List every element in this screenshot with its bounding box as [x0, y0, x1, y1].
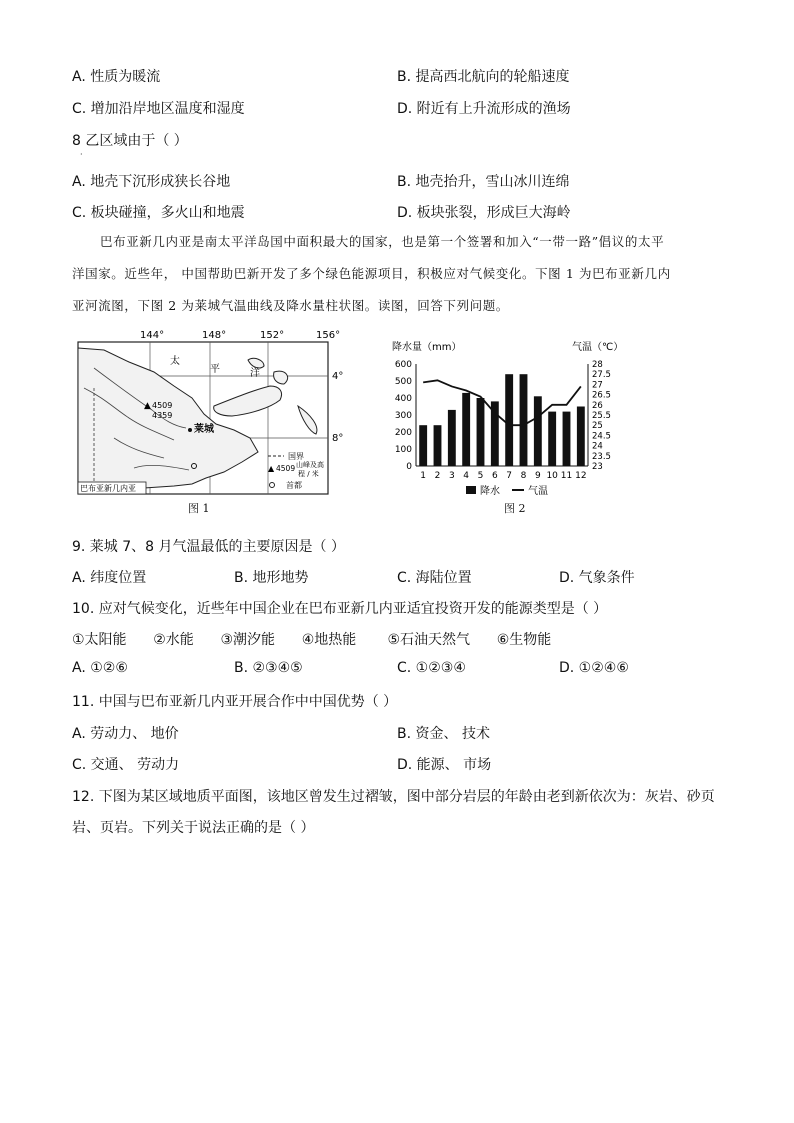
city-label: 莱城	[194, 424, 214, 435]
precip-bar	[434, 425, 442, 466]
y2-tick-label: 25	[592, 421, 603, 432]
peak-label: 4509	[152, 401, 173, 410]
q8-option-a: A. 地壳下沉形成狭长谷地	[72, 174, 231, 190]
sea-label: 洋	[250, 368, 260, 379]
passage-line-3: 亚河流图，下图 2 为莱城气温曲线及降水量柱状图。读图，回答下列问题。	[72, 298, 509, 313]
y-tick-label: 100	[394, 445, 412, 455]
y2-tick-label: 26.5	[592, 390, 611, 401]
left-axis-label: 降水量（mm）	[392, 342, 462, 353]
y2-tick-label: 26	[592, 400, 603, 411]
legend-capital-label: 首都	[286, 481, 302, 490]
x-tick-label: 7	[506, 471, 513, 481]
legend-capital-icon	[270, 483, 275, 488]
x-tick-label: 4	[463, 471, 470, 481]
precip-bar	[448, 410, 456, 466]
q9-option-d: D. 气象条件	[559, 570, 635, 586]
lon-label: 144°	[140, 330, 165, 341]
y2-tick-label: 25.5	[592, 411, 611, 421]
q10-option-a: A. ①②⑥	[72, 660, 128, 676]
precip-bar	[577, 407, 585, 467]
q11-option-c: C. 交通、 劳动力	[72, 757, 180, 773]
legend-border-label: 国界	[288, 452, 304, 461]
legend-peak-value: 4509	[276, 464, 296, 473]
q8-option-d: D. 板块张裂，形成巨大海岭	[397, 205, 571, 221]
y-tick-label: 400	[394, 394, 412, 404]
right-axis-label: 气温（℃）	[572, 342, 624, 353]
q11-option-b: B. 资金、 技术	[397, 726, 490, 742]
island	[274, 371, 288, 384]
figure-2-caption: 图 2	[504, 502, 526, 515]
precip-bar	[548, 412, 556, 466]
x-tick-label: 6	[491, 471, 498, 481]
peak-label: 4359	[152, 411, 173, 420]
q10-items: ①太阳能 ②水能 ③潮汐能 ④地热能 ⑤石油天然气 ⑥生物能	[72, 632, 552, 648]
y-tick-label: 0	[406, 462, 412, 472]
precip-bar	[520, 374, 528, 466]
precip-bar	[462, 393, 470, 466]
y2-tick-label: 27.5	[592, 370, 611, 381]
y2-tick-label: 23	[592, 462, 603, 472]
q9-option-a: A. 纬度位置	[72, 570, 147, 586]
passage-line-2: 洋国家。近些年， 中国帮助巴新开发了多个绿色能源项目，积极应对气候变化。下图 1 为巴布亚新几内	[72, 266, 671, 281]
river-map	[74, 328, 354, 498]
q8-option-c: C. 板块碰撞，多火山和地震	[72, 205, 245, 221]
y-tick-label: 600	[394, 360, 412, 370]
lon-label: 152°	[260, 330, 285, 341]
x-tick-label: 12	[575, 471, 587, 481]
q7-option-c: C. 增加沿岸地区温度和湿度	[72, 101, 245, 117]
y-tick-label: 200	[394, 428, 412, 438]
q7-option-b: B. 提高西北航向的轮船速度	[397, 69, 570, 85]
q11-stem: 11. 中国与巴布亚新几内亚开展合作中中国优势（ ）	[72, 694, 398, 710]
temperature-line	[423, 380, 581, 425]
x-tick-label: 2	[434, 471, 441, 481]
q9-option-b: B. 地形地势	[234, 570, 309, 586]
lat-label: 8°	[332, 433, 344, 444]
lon-label: 156°	[316, 330, 341, 341]
y-tick-label: 500	[394, 377, 412, 387]
q7-option-a: A. 性质为暖流	[72, 69, 161, 85]
y2-tick-label: 24	[592, 441, 603, 452]
figure-1-map	[74, 328, 354, 498]
island	[248, 358, 264, 368]
q7-option-d: D. 附近有上升流形成的渔场	[397, 101, 571, 117]
q8-stem: 8 乙区域由于（ ）	[72, 133, 188, 149]
sea-label: 太	[170, 356, 180, 367]
legend-precip-swatch	[466, 486, 476, 494]
country-label: 巴布亚新几内亚	[80, 484, 136, 493]
peak-icon: ▲	[144, 401, 151, 411]
y2-tick-label: 28	[592, 360, 603, 370]
legend-precip-label: 降水	[480, 486, 500, 497]
q11-option-d: D. 能源、 市场	[397, 757, 492, 773]
y2-tick-label: 27	[592, 380, 603, 391]
q8-option-b: B. 地壳抬升，雪山冰川连绵	[397, 174, 570, 190]
y-tick-label: 300	[394, 411, 412, 421]
precip-bar	[419, 425, 427, 466]
precip-bar	[534, 396, 542, 466]
precip-bar	[563, 412, 571, 466]
q9-stem: 9. 莱城 7、8 月气温最低的主要原因是（ ）	[72, 539, 345, 555]
legend-temp-label: 气温	[528, 486, 548, 497]
x-tick-label: 5	[477, 471, 484, 481]
x-tick-label: 10	[546, 471, 558, 481]
q9-option-c: C. 海陆位置	[397, 570, 472, 586]
q8-dot: ·	[80, 150, 83, 159]
q12-line-2: 岩、页岩。下列关于说法正确的是（ ）	[72, 820, 315, 836]
q12-line-1: 12. 下图为某区域地质平面图，该地区曾发生过褶皱，图中部分岩层的年龄由老到新依次为：灰岩、砂页	[72, 789, 715, 805]
x-tick-label: 1	[420, 471, 427, 481]
lat-label: 4°	[332, 371, 344, 382]
figure-2-chart	[388, 336, 628, 501]
x-tick-label: 3	[448, 471, 455, 481]
q10-option-b: B. ②③④⑤	[234, 660, 303, 676]
precip-bar	[505, 374, 513, 466]
legend-peak-label: 山峰及高	[296, 461, 324, 469]
city-dot	[188, 428, 192, 432]
lon-label: 148°	[202, 330, 227, 341]
island	[298, 406, 317, 434]
island	[214, 386, 282, 416]
x-tick-label: 11	[560, 471, 573, 481]
x-tick-label: 9	[534, 471, 541, 481]
y2-tick-label: 23.5	[592, 451, 611, 462]
precip-bar	[477, 398, 485, 466]
climate-chart-svg	[388, 336, 628, 501]
q10-stem: 10. 应对气候变化，近些年中国企业在巴布亚新几内亚适宜投资开发的能源类型是（ ）	[72, 601, 608, 617]
figure-1-caption: 图 1	[188, 502, 210, 515]
legend-peak-icon: ▲	[268, 464, 275, 473]
q10-option-d: D. ①②④⑥	[559, 660, 629, 676]
x-tick-label: 8	[520, 471, 527, 481]
y2-tick-label: 24.5	[592, 431, 611, 442]
passage	[72, 226, 722, 322]
main-island	[78, 348, 258, 492]
q11-option-a: A. 劳动力、 地价	[72, 726, 179, 742]
q10-option-c: C. ①②③④	[397, 660, 466, 676]
passage-line-1: 巴布亚新几内亚是南太平洋岛国中面积最大的国家，也是第一个签署和加入“一带一路”倡议的太平	[100, 234, 665, 249]
legend-peak-label: 程 / 米	[298, 470, 319, 478]
sea-label: 平	[210, 364, 220, 375]
